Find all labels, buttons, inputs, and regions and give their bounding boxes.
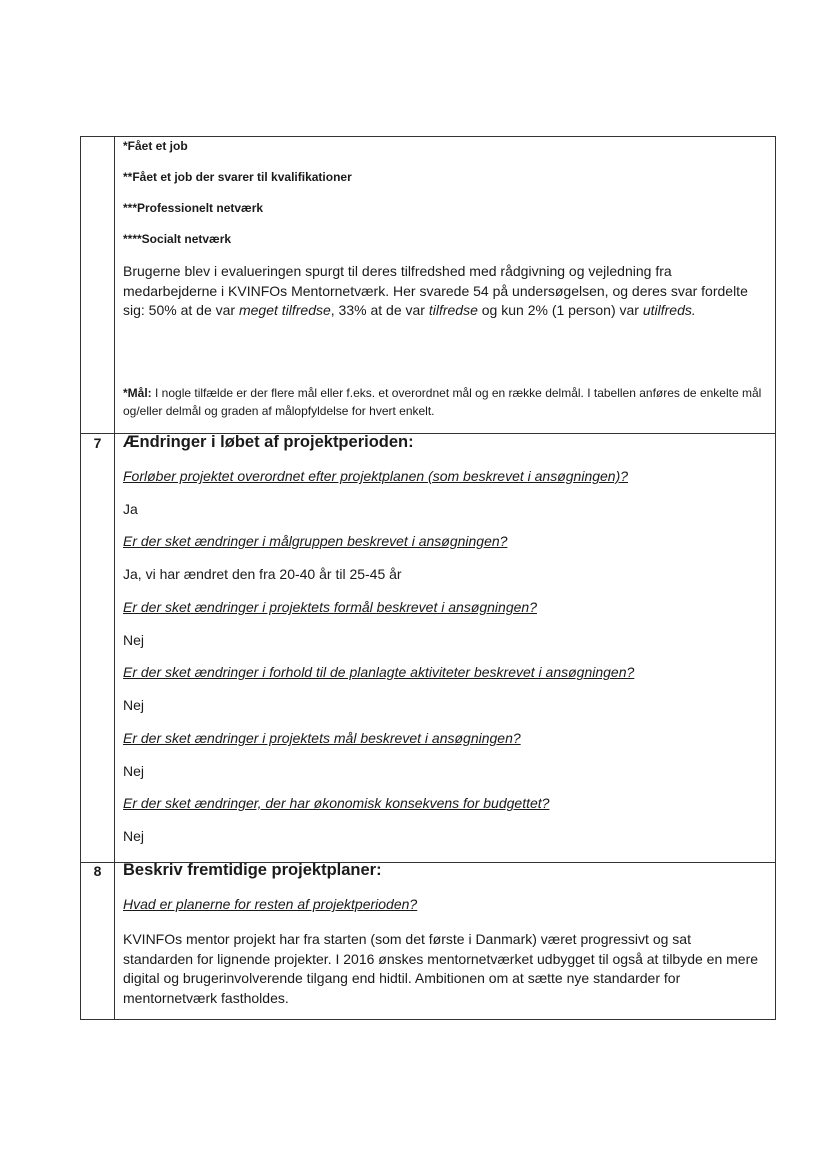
question-target-group: Er der sket ændringer i målgruppen beskrevet i ansøgningen? (123, 533, 508, 549)
section-8-number: 8 (93, 863, 102, 879)
answer-activities: Nej (123, 697, 145, 713)
question-budget: Er der sket ændringer, der har økonomisk konsekvens for budgettet? (123, 795, 550, 811)
section-7-number: 7 (93, 435, 102, 451)
section-8-heading: Beskriv fremtidige projektplaner: (123, 861, 382, 879)
question-activities: Er der sket ændringer i forhold til de planlagte aktiviteter beskrevet i ansøgningen? (123, 664, 635, 680)
evaluation-paragraph: Brugerne blev i evalueringen spurgt til deres tilfredshed med rådgivning og vejledning fra medarbejderne i KVINFOs Mentornetværk. Her svarede 54 på undersøgelsen, og deres svar fordelte sig: 50% at de var meget tilfredse, 33% at de var tilfredse og kun 2% (1 person) var utilfreds. (123, 263, 748, 318)
goal-note: *Mål: I nogle tilfælde er der flere mål eller f.eks. et overordnet mål og en række delmål. I tabellen anføres de enkelte mål og/eller delmål og graden af målopfyldelse for hvert enkelt. (123, 386, 762, 418)
footnote-4: ****Socialt netværk (123, 232, 232, 246)
footnote-2: **Fået et job der svarer til kvalifikationer (123, 170, 352, 184)
answer-budget: Nej (123, 828, 145, 844)
footnote-3: ***Professionelt netværk (123, 201, 264, 215)
question-plan: Forløber projektet overordnet efter projektplanen (som beskrevet i ansøgningen)? (123, 468, 629, 484)
answer-target-group: Ja, vi har ændret den fra 20-40 år til 25-45 år (123, 566, 402, 582)
section-7-heading: Ændringer i løbet af projektperioden: (123, 433, 414, 451)
answer-future-plans: KVINFOs mentor projekt har fra starten (som det første i Danmark) været progressivt og sat standarden for lignende projekter. I 2016 ønskes mentornetværket udbygget til også at tilbyde en mere digital og brugerinvolverende tilgang end hidtil. Ambitionen om at sætte nye standarder for mentornetværk fastholdes. (123, 931, 759, 1006)
report-table (80, 136, 776, 1020)
question-future-plans: Hvad er planerne for resten af projektperioden? (123, 896, 418, 912)
answer-plan: Ja (123, 501, 138, 517)
column-divider (114, 137, 115, 1019)
answer-purpose: Nej (123, 632, 145, 648)
footnote-1: *Fået et job (123, 139, 188, 153)
question-purpose: Er der sket ændringer i projektets formål beskrevet i ansøgningen? (123, 599, 537, 615)
question-goals: Er der sket ændringer i projektets mål beskrevet i ansøgningen? (123, 730, 521, 746)
answer-goals: Nej (123, 763, 145, 779)
